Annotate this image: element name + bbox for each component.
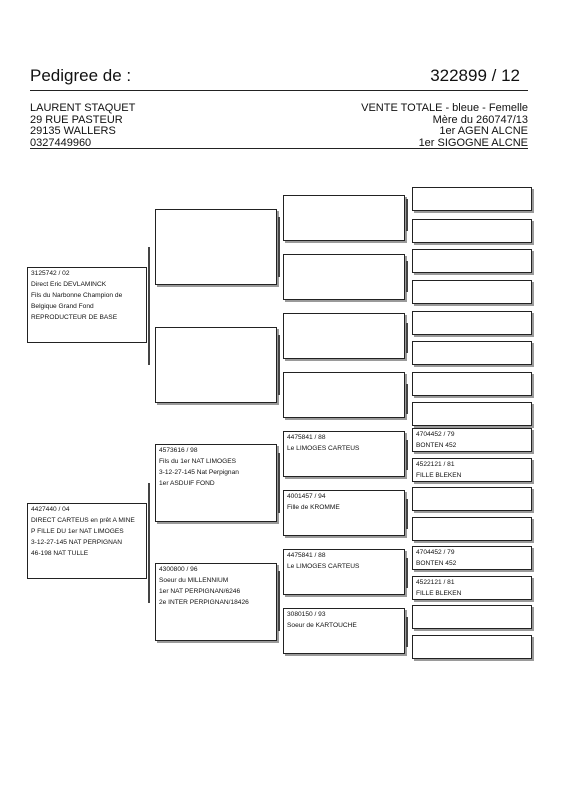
great-ancestor-box-16 [412,635,532,659]
grand-ancestor-box-7-line-1: 4475841 / 88 [287,552,326,559]
connector-gen3-7 [406,558,408,588]
bird-info-block [300,103,528,149]
connector-dam [148,483,150,603]
connector-sire-sire [278,217,280,277]
great-ancestor-box-2 [412,219,532,243]
bird-description: VENTE TOTALE - bleue - Femelle [361,102,528,114]
page-title: Pedigree de : [30,66,132,85]
connector-gen3-3 [406,323,408,353]
grand-ancestor-box-8-line-2: Soeur de KARTOUCHE [287,622,357,629]
bird-result-1: 1er AGEN ALCNE [439,125,528,137]
header-rule-bottom [30,148,528,149]
owner-street: 29 RUE PASTEUR [30,113,123,126]
grand-ancestor-box-7 [283,549,405,595]
owner-city: 29135 WALLERS [30,125,116,137]
dam-dam-box-line-3: 1er NAT PERPIGNAN/6246 [159,588,241,595]
sire-box [27,267,147,343]
sire-box-line-3: Fils du Narbonne Champion de [31,292,123,299]
great-ancestor-box-15 [412,605,532,629]
grand-ancestor-box-3 [283,313,405,359]
great-ancestor-box-9-line-1: 4704452 / 79 [416,431,455,438]
grand-ancestor-box-4 [283,372,405,418]
great-ancestor-box-12 [412,517,532,541]
dam-dam-box [155,563,277,641]
sire-sire-box [155,209,277,285]
dam-box-line-4: 3-12-27-145 NAT PERPIGNAN [31,539,123,546]
connector-dam-dam [278,571,280,631]
great-ancestor-box-1 [412,187,532,211]
great-ancestor-box-3 [412,249,532,273]
great-ancestor-box-13-line-1: 4704452 / 79 [416,549,455,556]
dam-box-line-3: P FILLE DU 1er NAT LIMOGES [31,528,124,535]
bird-result-2: 1er SIGOGNE ALCNE [418,136,528,149]
connector-sire [148,247,150,365]
great-ancestor-box-14-line-2: FILLE BLEKEN [416,590,462,597]
connector-dam-sire [278,453,280,513]
dam-sire-box-line-4: 1er ASDUIF FOND [159,480,215,487]
great-ancestor-box-10-line-2: FILLE BLEKEN [416,472,462,479]
dam-sire-box-line-2: Fils du 1er NAT LIMOGES [159,458,237,465]
connector-gen3-8 [406,617,408,647]
grand-ancestor-box-5-line-1: 4475841 / 88 [287,434,326,441]
sire-dam-box [155,327,277,403]
great-ancestor-box-8 [412,402,532,426]
grand-ancestor-box-8 [283,608,405,654]
sire-box-line-2: Direct Eric DEVLAMINCK [31,281,107,288]
dam-box-line-2: DIRECT CARTEUS en prêt A MINE [31,517,135,524]
connector-gen3-2 [406,261,408,292]
grand-ancestor-box-6 [283,490,405,536]
sire-box-line-1: 3125742 / 02 [31,270,70,277]
great-ancestor-box-9-line-2: BONTEN 452 [416,442,457,449]
grand-ancestor-box-2 [283,254,405,300]
grand-ancestor-box-5-line-2: Le LIMOGES CARTEUS [287,445,360,452]
great-ancestor-box-10 [412,458,532,482]
owner-name: LAURENT STAQUET [30,102,136,114]
grand-ancestor-box-8-line-1: 3080150 / 93 [287,611,326,618]
connector-gen3-4 [406,384,408,414]
owner-phone: 0327449960 [30,136,92,149]
bird-mother-of: Mère du 260747/13 [432,113,528,126]
great-ancestor-box-4 [412,280,532,304]
connector-gen3-6 [406,499,408,529]
great-ancestor-box-11 [412,487,532,511]
dam-box-line-1: 4427440 / 04 [31,506,70,513]
great-ancestor-box-14 [412,576,532,600]
grand-ancestor-box-6-line-2: Fille de KROMME [287,504,340,511]
grand-ancestor-box-5 [283,431,405,477]
sire-box-line-5: REPRODUCTEUR DE BASE [31,314,118,321]
connector-gen3-1 [406,199,408,231]
dam-dam-box-line-2: Soeur du MILLENNIUM [159,577,229,584]
great-ancestor-box-13 [412,546,532,570]
great-ancestor-box-7 [412,372,532,396]
great-ancestor-box-9 [412,428,532,452]
header-rule-top [30,90,528,91]
dam-sire-box [155,444,277,522]
dam-dam-box-line-4: 2e INTER PERPIGNAN/18426 [159,599,249,606]
great-ancestor-box-14-line-1: 4522121 / 81 [416,579,455,586]
grand-ancestor-box-6-line-1: 4001457 / 94 [287,493,326,500]
ring-number: 322899 / 12 [430,66,520,85]
great-ancestor-box-10-line-1: 4522121 / 81 [416,461,455,468]
dam-box-line-5: 46-198 NAT TULLE [31,550,89,557]
great-ancestor-box-13-line-2: BONTEN 452 [416,560,457,567]
owner-block [30,103,270,149]
great-ancestor-box-5 [412,311,532,335]
connector-sire-dam [278,335,280,395]
great-ancestor-box-6 [412,341,532,365]
connector-gen3-5 [406,440,408,470]
dam-sire-box-line-3: 3-12-27-145 Nat Perpignan [159,469,239,476]
dam-sire-box-line-1: 4573616 / 98 [159,447,198,454]
grand-ancestor-box-1 [283,195,405,241]
grand-ancestor-box-7-line-2: Le LIMOGES CARTEUS [287,563,360,570]
dam-dam-box-line-1: 4300800 / 96 [159,566,198,573]
sire-box-line-4: Belgique Grand Fond [31,303,94,310]
dam-box [27,503,147,579]
